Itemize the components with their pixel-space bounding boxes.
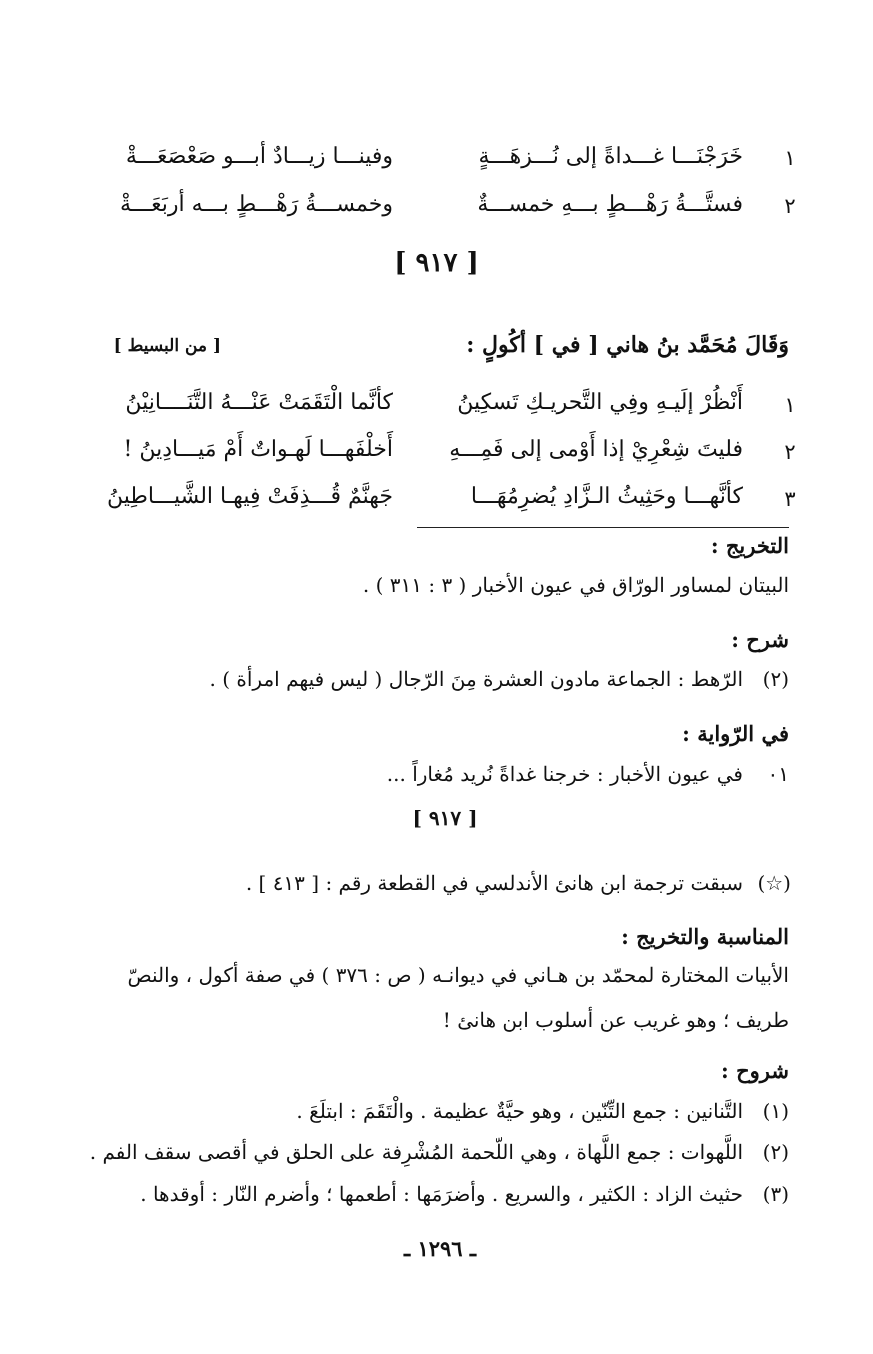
verse-first-hemistich: فستَّـــةُ رَهْـــطٍ بـــهِ خمســـةٌ — [477, 192, 743, 217]
note-text: اللَّهوات : جمع اللَّهاة ، وهي اللّحمة المُشْرِفة على الحلق في أقصى سقف الفم . — [89, 1140, 743, 1164]
note-text: التَّنانين : جمع التِّنّين ، وهو حيَّةٌ عظيمة . والْتَقَمَ : ابتلَعَ . — [296, 1099, 743, 1123]
note-marker: (٢) — [762, 667, 789, 691]
verse-first-hemistich: خَرَجْنَـــا غـــداةً إلى نُـــزهَـــةٍ — [478, 144, 743, 169]
note-marker: (٢) — [762, 1140, 789, 1164]
munasaba-heading: المناسبة والتخريج : — [621, 924, 789, 949]
notes-section-number: [ ٩١٧ ] — [412, 806, 478, 830]
meter-label: [ من البسيط ] — [113, 336, 221, 356]
shuruh-heading: شروح : — [721, 1058, 789, 1083]
munasaba-text-line: طريف ؛ وهو غريب عن أسلوب ابن هانئ ! — [442, 1008, 789, 1032]
page-number: ـ ١٢٩٦ ـ — [403, 1236, 477, 1261]
note-text: في عيون الأخبار : خرجنا غداةً نُريد مُغاراً ... — [386, 762, 743, 786]
note-marker: (١) — [762, 1099, 789, 1123]
verse-first-hemistich: أَنْظُرْ إلَيـهِ وفِي التَّحريـكِ تَسكِينُ — [457, 390, 743, 415]
verse-second-hemistich: وخمســـةُ رَهْـــطٍ بـــه أربَعَـــةْ — [120, 192, 393, 217]
verse-number: ١ — [784, 146, 796, 170]
verse-number: ٣ — [784, 487, 796, 511]
verse-first-hemistich: كأنَّهـــا وحَثِيثُ الـزَّادِ يُضرِمُهَـــا — [470, 484, 743, 509]
verse-number: ١ — [784, 393, 796, 417]
footnote-separator — [417, 527, 789, 528]
verse-second-hemistich: أَخلْفَهـــا لَهـواتٌ أَمْ مَيـــادِينُ ! — [123, 437, 393, 462]
poem-intro: وَقَالَ مُحَمَّد بنُ هاني [ في ] أكُولٍ : — [466, 332, 789, 358]
verse-second-hemistich: كأنَّما الْتَقَمَتْ عَنْـــهُ التَّنَــــانِيْنُ — [125, 390, 393, 415]
star-marker: (☆) — [757, 871, 791, 895]
takhrij-text: البيتان لمساور الورّاق في عيون الأخبار ( ٣ : ٣١١ ) . — [362, 573, 789, 597]
verse-second-hemistich: جَهنَّمٌ قُـــذِفَتْ فِيهـا الشَّيـــاطِينُ — [107, 484, 393, 509]
section-number: [ ٩١٧ ] — [394, 248, 479, 278]
verse-number: ٢ — [784, 194, 796, 218]
verse-first-hemistich: فليتَ شِعْرِيْ إذا أَوْمى إلى فَمِـــهِ — [449, 437, 743, 462]
verse-second-hemistich: وفينـــا زيـــادٌ أبـــو صَعْصَعَـــةْ — [125, 144, 393, 169]
munasaba-text-line: الأبيات المختارة لمحمّد بن هـاني في ديوانـه ( ص : ٣٧٦ ) في صفة أكول ، والنصّ — [127, 963, 789, 987]
riwaya-heading: في الرّواية : — [682, 721, 789, 746]
note-marker: (٣) — [762, 1182, 789, 1206]
verse-number: ٢ — [784, 440, 796, 464]
star-note-text: سبقت ترجمة ابن هانئ الأندلسي في القطعة رقم : [ ٤١٣ ] . — [245, 871, 743, 895]
note-text: الرّهط : الجماعة مادون العشرة مِنَ الرّجال ( ليس فيهم امرأة ) . — [209, 667, 743, 691]
note-text: حثيث الزاد : الكثير ، والسريع . وأضرَمَها : أطعمها ؛ وأضرم النّار : أوقدها . — [140, 1182, 743, 1206]
note-marker: ٠١ — [767, 762, 789, 786]
sharh-heading: شرح : — [731, 627, 789, 652]
takhrij-heading: التخريج : — [710, 533, 789, 558]
